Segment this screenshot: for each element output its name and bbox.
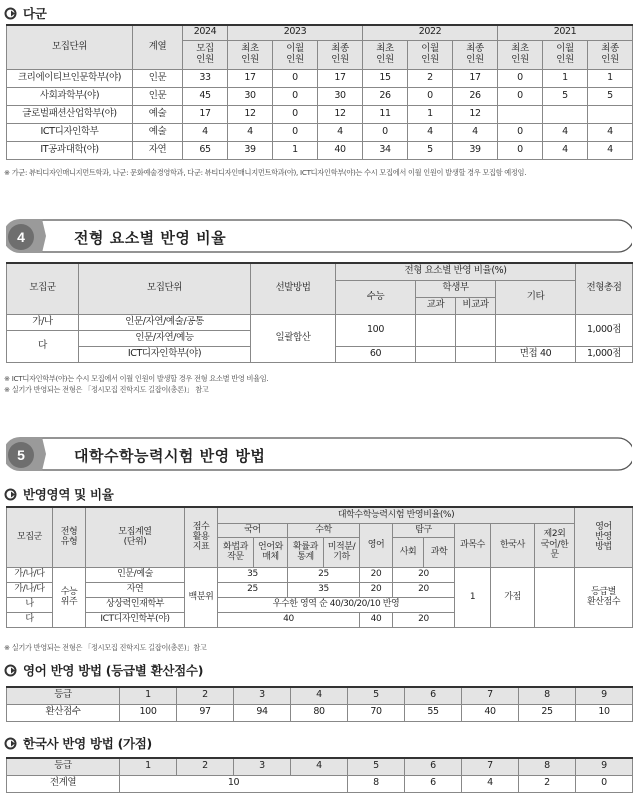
- h-eng: 영어: [360, 523, 393, 567]
- admission-history-table: [6, 24, 633, 160]
- value-cell: 4: [228, 123, 273, 141]
- value-cell: 0: [498, 69, 543, 87]
- sub-header: 이월 인원: [543, 40, 588, 69]
- note: ※ 실기가 반영되는 전형은 「정시모집 진학지도 길잡이(총론)」 참고: [4, 385, 209, 394]
- value-cell: 0: [498, 123, 543, 141]
- score-cell: 25: [519, 704, 576, 721]
- value-cell: 26: [453, 87, 498, 105]
- unit-cell: 인문/자연/예능: [79, 330, 251, 346]
- grade-cell: 8: [519, 687, 576, 704]
- sub-header: 최초 인원: [228, 40, 273, 69]
- score-cell: 8: [348, 775, 405, 792]
- value-cell: 34: [363, 141, 408, 159]
- value-cell: 65: [183, 141, 228, 159]
- value-cell: [498, 105, 543, 123]
- value-cell: 0: [273, 123, 318, 141]
- grade-cell: 5: [348, 687, 405, 704]
- h-k2: 언어와 매체: [254, 537, 288, 567]
- value-cell: 1: [273, 141, 318, 159]
- value-cell: 4: [543, 123, 588, 141]
- value-cell: 1: [543, 69, 588, 87]
- h-hak: 학생부: [416, 280, 496, 297]
- value-cell: 5: [588, 87, 633, 105]
- sub-header: 모집 인원: [183, 40, 228, 69]
- value-cell: 2: [408, 69, 453, 87]
- etc-cell: 면접 40: [496, 346, 576, 362]
- value-cell: 0: [273, 69, 318, 87]
- col-field: 계열: [133, 25, 183, 69]
- math-cell: 35: [288, 582, 360, 597]
- h-inq: 탐구: [393, 523, 455, 537]
- eng-cell: 20: [360, 582, 393, 597]
- value-cell: 15: [363, 69, 408, 87]
- grade-cell: 9: [576, 758, 633, 775]
- grade-label: 등급: [7, 758, 120, 775]
- inq-cell: 20: [393, 612, 455, 627]
- eng-cell: 40: [360, 612, 393, 627]
- inq-cell: 20: [393, 567, 455, 582]
- unit-cell: 자연: [86, 582, 185, 597]
- suneung-ratio-table: [6, 506, 633, 628]
- h-kwa: 과목수: [455, 523, 491, 567]
- sub-header: 최초 인원: [363, 40, 408, 69]
- value-cell: 30: [318, 87, 363, 105]
- unit-cell: 인문/자연/예술/공통: [79, 314, 251, 330]
- value-cell: 17: [183, 105, 228, 123]
- value-cell: 39: [453, 141, 498, 159]
- table-row: [7, 69, 633, 87]
- score-cell: 40: [462, 704, 519, 721]
- value-cell: 4: [453, 123, 498, 141]
- value-cell: 12: [453, 105, 498, 123]
- h-soc: 사회: [393, 537, 424, 567]
- field-cell: 인문: [133, 87, 183, 105]
- section-title: 대학수학능력시험 반영 방법: [74, 447, 266, 465]
- method-cell: 일괄합산: [251, 314, 336, 362]
- grade-cell: 1: [120, 687, 177, 704]
- h-group: 모집군: [7, 263, 79, 314]
- score-cell: 70: [348, 704, 405, 721]
- value-cell: 12: [228, 105, 273, 123]
- h-suneung: 수능: [336, 280, 416, 314]
- index-cell: 백분위: [185, 567, 218, 627]
- section-number: 4: [8, 224, 34, 250]
- value-cell: 1: [588, 69, 633, 87]
- h-l2: 제2외 국어/한 문: [535, 523, 575, 567]
- field-cell: 예술: [133, 123, 183, 141]
- h-ratio: 전형 요소별 반영 비율(%): [336, 263, 576, 280]
- h-group: 모집군: [7, 507, 53, 567]
- score-cell: 6: [405, 775, 462, 792]
- sub-header: 최초 인원: [498, 40, 543, 69]
- sub-header: 최종 인원: [588, 40, 633, 69]
- group-cell: 다: [7, 330, 79, 362]
- unit-cell: ICT디자인학부(야): [86, 612, 185, 627]
- field-cell: 자연: [133, 141, 183, 159]
- value-cell: 0: [273, 87, 318, 105]
- table-row: [7, 87, 633, 105]
- sub-header: 최종 인원: [453, 40, 498, 69]
- kor-cell: 35: [218, 567, 288, 582]
- h-kyo: 교과: [416, 297, 456, 314]
- value-cell: 39: [228, 141, 273, 159]
- year-2023: 2023: [228, 25, 363, 40]
- subheading-korean-history: 한국사 반영 방법 (가점): [4, 734, 152, 752]
- section-heading-dagun: 다군: [4, 4, 47, 22]
- col-unit: 모집단위: [7, 25, 133, 69]
- grade-cell: 6: [405, 687, 462, 704]
- type-cell: 수능 위주: [53, 567, 86, 627]
- grade-cell: 6: [405, 758, 462, 775]
- score-cell: 10: [576, 704, 633, 721]
- value-cell: 33: [183, 69, 228, 87]
- value-cell: 0: [408, 87, 453, 105]
- note: ※ ICT디자인학부(야)는 수시 모집에서 이월 인원이 발생할 경우 전형 요소별 반영 비율임.: [4, 374, 269, 383]
- grade-cell: 2: [177, 687, 234, 704]
- h-k1: 화법과 작문: [218, 537, 254, 567]
- eng-method-cell: 등급별 환산점수: [575, 567, 633, 627]
- score-cell: 55: [405, 704, 462, 721]
- note: ※ 실기가 반영되는 전형은 「정시모집 진학지도 길잡이(총론)」참고: [4, 643, 207, 652]
- grade-cell: 9: [576, 687, 633, 704]
- value-cell: 0: [498, 141, 543, 159]
- h-index: 점수 활용 지표: [185, 507, 218, 567]
- h-total: 전형총점: [576, 263, 633, 314]
- table-row: [7, 105, 633, 123]
- english-grade-table: [6, 686, 633, 722]
- group-cell: 가/나/다: [7, 567, 53, 582]
- sub-header: 이월 인원: [273, 40, 318, 69]
- year-2021: 2021: [498, 25, 633, 40]
- h-etc: 기타: [496, 280, 576, 314]
- grade-cell: 3: [234, 758, 291, 775]
- arrow-circle-icon: [4, 7, 20, 20]
- section-title: 전형 요소별 반영 비율: [74, 229, 227, 247]
- h-sci: 과학: [424, 537, 455, 567]
- score-label: 환산점수: [7, 704, 120, 721]
- h-type: 전형 유형: [53, 507, 86, 567]
- subheading-english: 영어 반영 방법 (등급별 환산점수): [4, 661, 203, 679]
- unit-cell: 인문/예술: [86, 567, 185, 582]
- value-cell: 4: [183, 123, 228, 141]
- sub-header: 최종 인원: [318, 40, 363, 69]
- group-cell: 다: [7, 612, 53, 627]
- arrow-circle-icon: [4, 664, 20, 677]
- score-cell: 2: [519, 775, 576, 792]
- value-cell: 26: [363, 87, 408, 105]
- value-cell: 17: [318, 69, 363, 87]
- h-unit: 모집단위: [79, 263, 251, 314]
- h-m1: 확률과 통계: [288, 537, 324, 567]
- inq-cell: 20: [393, 582, 455, 597]
- value-cell: 17: [228, 69, 273, 87]
- value-cell: 40: [318, 141, 363, 159]
- kor-cell: 25: [218, 582, 288, 597]
- section-number: 5: [8, 442, 34, 468]
- unit-cell: IT공과대학(야): [7, 141, 133, 159]
- value-cell: 45: [183, 87, 228, 105]
- grade-cell: 7: [462, 758, 519, 775]
- h-kor: 국어: [218, 523, 288, 537]
- table-row: [7, 141, 633, 159]
- value-cell: 0: [498, 87, 543, 105]
- eng-cell: 20: [360, 567, 393, 582]
- row-label: 전계열: [7, 775, 120, 792]
- score-cell: 80: [291, 704, 348, 721]
- score-cell: 94: [234, 704, 291, 721]
- merged-cell: 우수한 영역 순 40/30/20/10 반영: [218, 597, 455, 612]
- unit-cell: 사회과학부(야): [7, 87, 133, 105]
- grade-cell: 3: [234, 687, 291, 704]
- grade-label: 등급: [7, 687, 120, 704]
- subheading-reflect-area: 반영영역 및 비율: [4, 485, 114, 503]
- grade-cell: 5: [348, 758, 405, 775]
- field-cell: 예술: [133, 105, 183, 123]
- unit-cell: ICT디자인학부(야): [79, 346, 251, 362]
- value-cell: 4: [588, 123, 633, 141]
- h-eng-method: 영어 반영 방법: [575, 507, 633, 567]
- value-cell: 5: [408, 141, 453, 159]
- arrow-circle-icon: [4, 737, 20, 750]
- value-cell: [543, 105, 588, 123]
- kor-cell: 40: [218, 612, 360, 627]
- merged-score-cell: 10: [120, 775, 348, 792]
- section-banner-4: [6, 218, 632, 254]
- suneung-cell: 100: [336, 314, 416, 346]
- grade-cell: 8: [519, 758, 576, 775]
- section-banner-5: [6, 436, 632, 472]
- score-cell: 97: [177, 704, 234, 721]
- table-row: [7, 123, 633, 141]
- h-hist: 한국사: [491, 523, 535, 567]
- math-cell: 25: [288, 567, 360, 582]
- selection-ratio-table: [6, 262, 633, 363]
- unit-cell: ICT디자인학부: [7, 123, 133, 141]
- value-cell: 12: [318, 105, 363, 123]
- value-cell: 0: [363, 123, 408, 141]
- value-cell: 5: [543, 87, 588, 105]
- value-cell: 4: [588, 141, 633, 159]
- value-cell: 4: [543, 141, 588, 159]
- grade-cell: 2: [177, 758, 234, 775]
- h-m2: 미적분/ 기하: [324, 537, 360, 567]
- h-unit: 모집계열 (단위): [86, 507, 185, 567]
- group-cell: 가/나/다: [7, 582, 53, 597]
- hist-cell: 가점: [491, 567, 535, 627]
- h-bikyo: 비교과: [456, 297, 496, 314]
- group-cell: 나: [7, 597, 53, 612]
- grade-cell: 7: [462, 687, 519, 704]
- total-cell: 1,000점: [576, 346, 633, 362]
- kwa-cell: 1: [455, 567, 491, 627]
- value-cell: 4: [408, 123, 453, 141]
- score-cell: 0: [576, 775, 633, 792]
- score-cell: 4: [462, 775, 519, 792]
- field-cell: 인문: [133, 69, 183, 87]
- value-cell: 11: [363, 105, 408, 123]
- value-cell: [588, 105, 633, 123]
- value-cell: 0: [273, 105, 318, 123]
- grade-cell: 4: [291, 758, 348, 775]
- unit-cell: 상상력인재학부: [86, 597, 185, 612]
- value-cell: 4: [318, 123, 363, 141]
- unit-cell: 크리에이티브인문학부(야): [7, 69, 133, 87]
- grade-cell: 4: [291, 687, 348, 704]
- score-cell: 100: [120, 704, 177, 721]
- year-2022: 2022: [363, 25, 498, 40]
- value-cell: 17: [453, 69, 498, 87]
- history-grade-table: [6, 757, 633, 793]
- note: ※ 가군: 뷰티디자인매니지먼트학과, 나군: 문화예술경영학과, 다군: 뷰티디자인매니지먼트학과(야), ICT디자인학부(야)는 수시 모집에서 이월 인원이 발생할 경우 모집함 예정임.: [4, 168, 527, 177]
- total-cell: 1,000점: [576, 314, 633, 346]
- arrow-circle-icon: [4, 488, 20, 501]
- unit-cell: 글로벌패션산업학부(야): [7, 105, 133, 123]
- h-ratio: 대학수학능력시험 반영비율(%): [218, 507, 575, 523]
- suneung-cell: 60: [336, 346, 416, 362]
- year-2024: 2024: [183, 25, 228, 40]
- group-cell: 가/나: [7, 314, 79, 330]
- h-math: 수학: [288, 523, 360, 537]
- value-cell: 1: [408, 105, 453, 123]
- sub-header: 이월 인원: [408, 40, 453, 69]
- value-cell: 30: [228, 87, 273, 105]
- grade-cell: 1: [120, 758, 177, 775]
- h-method: 선발방법: [251, 263, 336, 314]
